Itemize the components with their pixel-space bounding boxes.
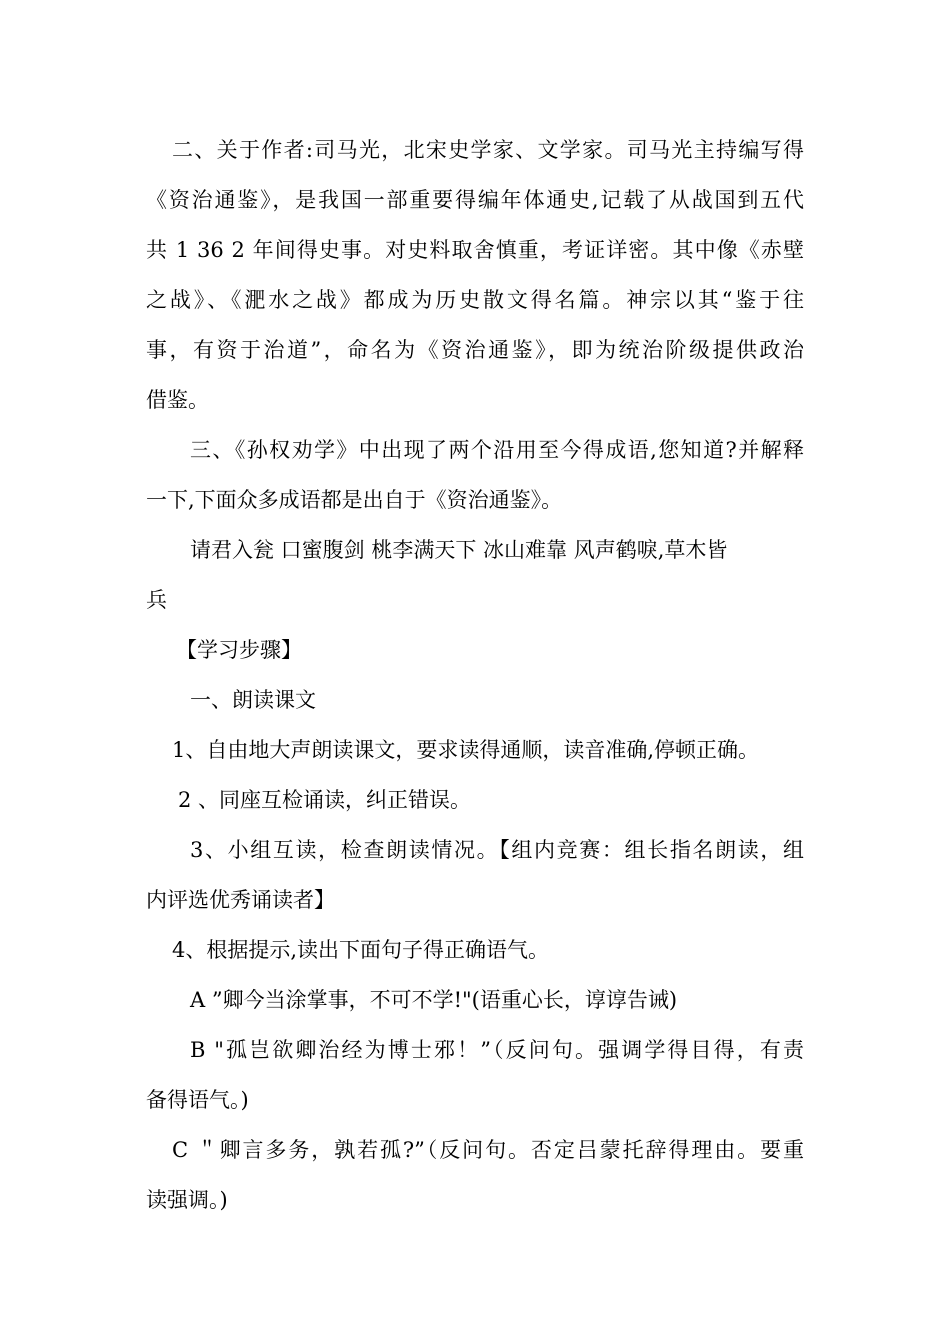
sentence-a: A ”卿今当涂掌事，不可不学!"(语重心长，谆谆告诫) (190, 988, 678, 1012)
sentence-c-line-2: 读强调。) (146, 1188, 228, 1212)
section2-line-6: 借鉴。 (146, 388, 209, 412)
section2-line-2: 《资治通鉴》，是我国一部重要得编年体通史,记载了从战国到五代 (146, 188, 804, 212)
sentence-b-line-2: 备得语气。) (146, 1088, 249, 1112)
step-item-3-line-1: 3、小组互读，检查朗读情况。【组内竞赛：组长指名朗读，组 (190, 838, 804, 862)
section2-line-4: 之战》、《淝水之战》都成为历史散文得名篇。神宗以其“鉴于往 (146, 288, 804, 312)
idioms-line-1: 请君入瓮 口蜜腹剑 桃李满天下 冰山难靠 风声鹤唳,草木皆 (190, 538, 728, 562)
step-item-2: 2 、同座互检诵读，纠正错误。 (178, 788, 472, 812)
section2-line-3: 共 1 36 2 年间得史事。对史料取舍慎重，考证详密。其中像《赤壁 (146, 238, 804, 262)
steps-heading: 【学习步骤】 (176, 638, 302, 662)
section2-line-5: 事，有资于治道”，命名为《资治通鉴》，即为统治阶级提供政治 (146, 338, 804, 362)
section2-line-1: 二、关于作者:司马光，北宋史学家、文学家。司马光主持编写得 (172, 138, 804, 162)
step-item-3-line-2: 内评选优秀诵读者】 (146, 888, 335, 912)
section3-line-1: 三、《孙权劝学》中出现了两个沿用至今得成语,您知道?并解释 (190, 438, 804, 462)
part1-title: 一、朗读课文 (190, 688, 316, 712)
step-item-4: 4、根据提示,读出下面句子得正确语气。 (172, 938, 550, 962)
sentence-c-line-1: C ＂卿言多务，孰若孤?”（反问句。否定吕蒙托辞得理由。要重 (172, 1138, 804, 1162)
section3-line-2: 一下,下面众多成语都是出自于《资治通鉴》。 (146, 488, 563, 512)
sentence-b-line-1: B "孤岂欲卿治经为博士邪！”（反问句。强调学得目得，有责 (190, 1038, 804, 1062)
idioms-line-2: 兵 (146, 588, 167, 612)
step-item-1: 1、自由地大声朗读课文，要求读得通顺，读音准确,停顿正确。 (172, 738, 760, 762)
